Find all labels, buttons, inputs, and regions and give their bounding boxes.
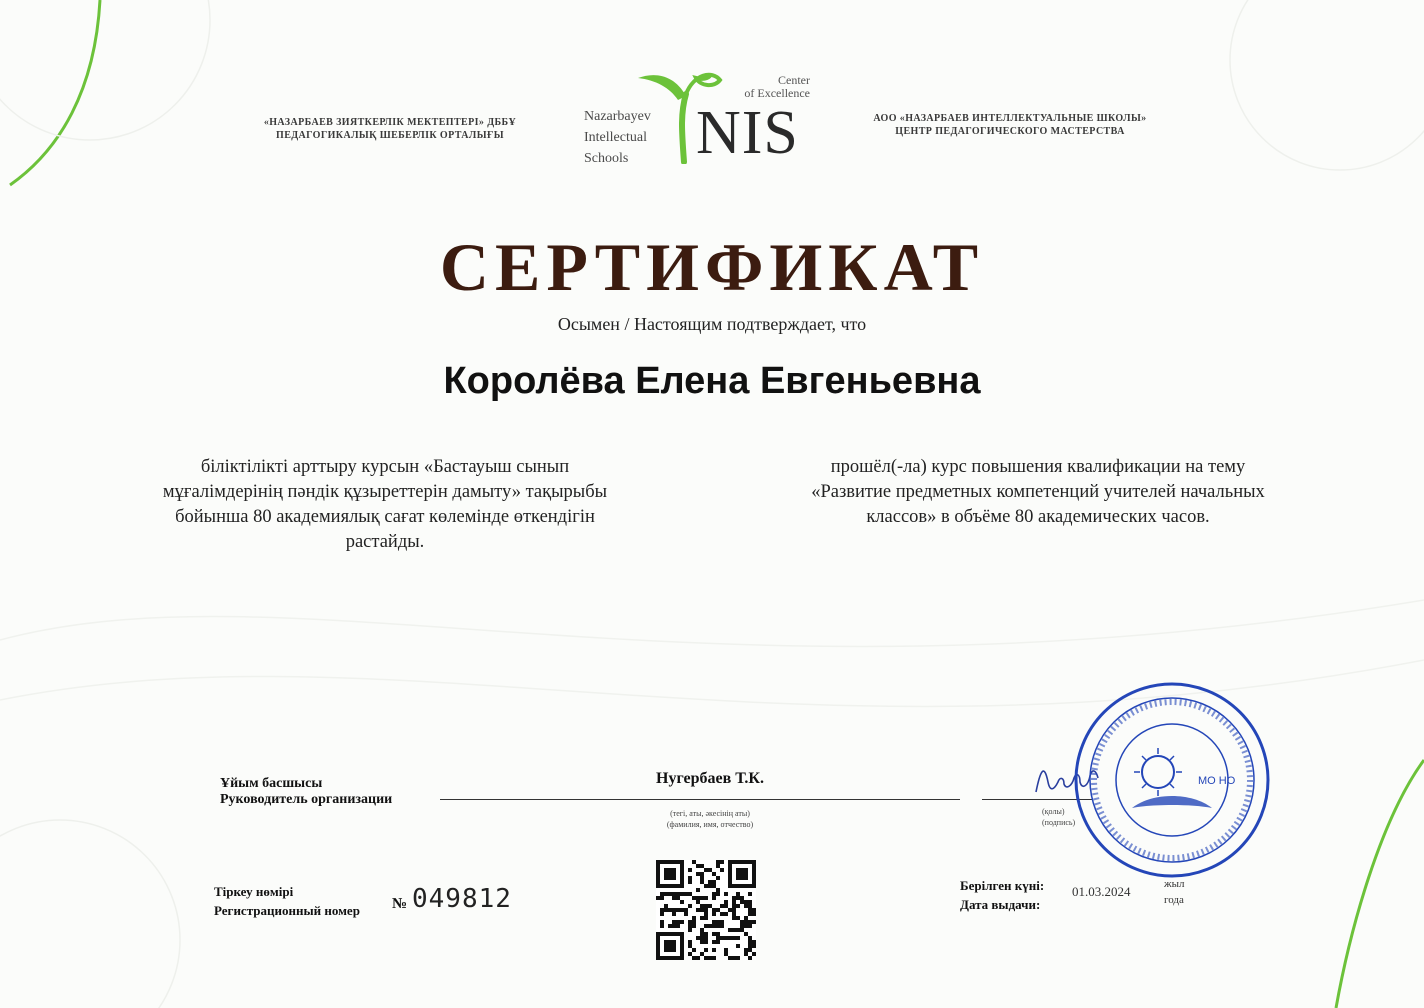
logo-abbr: NIS (696, 99, 799, 167)
signer-name-hint (600, 808, 820, 830)
hint-ru: (фамилия, имя, отчество) (666, 820, 754, 829)
signature-label (220, 776, 392, 808)
recipient-name: Королёва Елена Евгеньевна (443, 360, 981, 402)
signature-hint (1042, 806, 1075, 828)
course-description-kz: біліктілікті арттыру курсын «Бастауыш сынып мұғалімдерінің пәндік құзыреттерін дамыту» тақырыбы бойынша 80 академиялық сағат көлемінде өткендігін растайды. (162, 457, 608, 552)
seal-center-text: МО НО (1198, 775, 1236, 787)
year-label (1164, 876, 1184, 908)
nis-logo (580, 60, 820, 170)
qr-code (656, 860, 756, 960)
org-name-kz-line1: «НАЗАРБАЕВ ЗИЯТКЕРЛІК МЕКТЕПТЕРІ» ДББҰ (263, 117, 517, 128)
podpis-kz: (қолы) (1042, 807, 1065, 816)
certificate-title: СЕРТИФИКАТ (439, 229, 985, 305)
logo-line2: Intellectual (584, 130, 647, 145)
podpis-ru: (подпись) (1042, 818, 1076, 827)
registration-label-ru: Регистрационный номер (214, 903, 360, 918)
logo-line3: Schools (584, 151, 629, 166)
confirm-text: Осымен / Настоящим подтверждает, что (557, 314, 867, 334)
course-description-ru: прошёл(-ла) курс повышения квалификации на тему «Развитие предметных компетенций учителей начальных классов» в объёме 80 академических часов. (811, 457, 1265, 527)
issue-date-label (960, 876, 1044, 914)
issue-date-label-kz: Берілген күні: (960, 878, 1045, 893)
year-label-ru: года (1164, 894, 1184, 906)
registration-label-kz: Тіркеу нөмірі (214, 884, 294, 899)
logo-line1: Nazarbayev (584, 109, 651, 124)
org-name-ru (840, 112, 1180, 138)
org-name-ru-line2: ЦЕНТР ПЕДАГОГИЧЕСКОГО МАСТЕРСТВА (895, 126, 1125, 137)
org-name-ru-line1: АОО «НАЗАРБАЕВ ИНТЕЛЛЕКТУАЛЬНЫЕ ШКОЛЫ» (873, 113, 1147, 124)
signature-label-kz: Ұйым басшысы (220, 776, 323, 791)
org-name-kz (220, 116, 560, 142)
issue-date-label-ru: Дата выдачи: (960, 897, 1041, 912)
logo-center-line1: Center (778, 73, 810, 87)
signature-line (440, 799, 960, 800)
number-sign: № (392, 896, 408, 912)
registration-number: 049812 (412, 884, 512, 914)
hint-kz: (тегі, аты, әкесінің аты) (670, 809, 750, 818)
year-label-kz: жыл (1164, 878, 1185, 890)
logo-center-text (730, 74, 810, 100)
issue-date: 01.03.2024 (1072, 884, 1131, 899)
official-seal (1072, 680, 1272, 880)
registration-label (214, 882, 360, 920)
org-name-kz-line2: ПЕДАГОГИКАЛЫҚ ШЕБЕРЛІК ОРТАЛЫҒЫ (276, 130, 504, 141)
signer-name: Нугербаев Т.К. (656, 770, 764, 787)
signature-label-ru: Руководитель организации (220, 792, 393, 807)
logo-center-line2: of Excellence (744, 86, 810, 100)
